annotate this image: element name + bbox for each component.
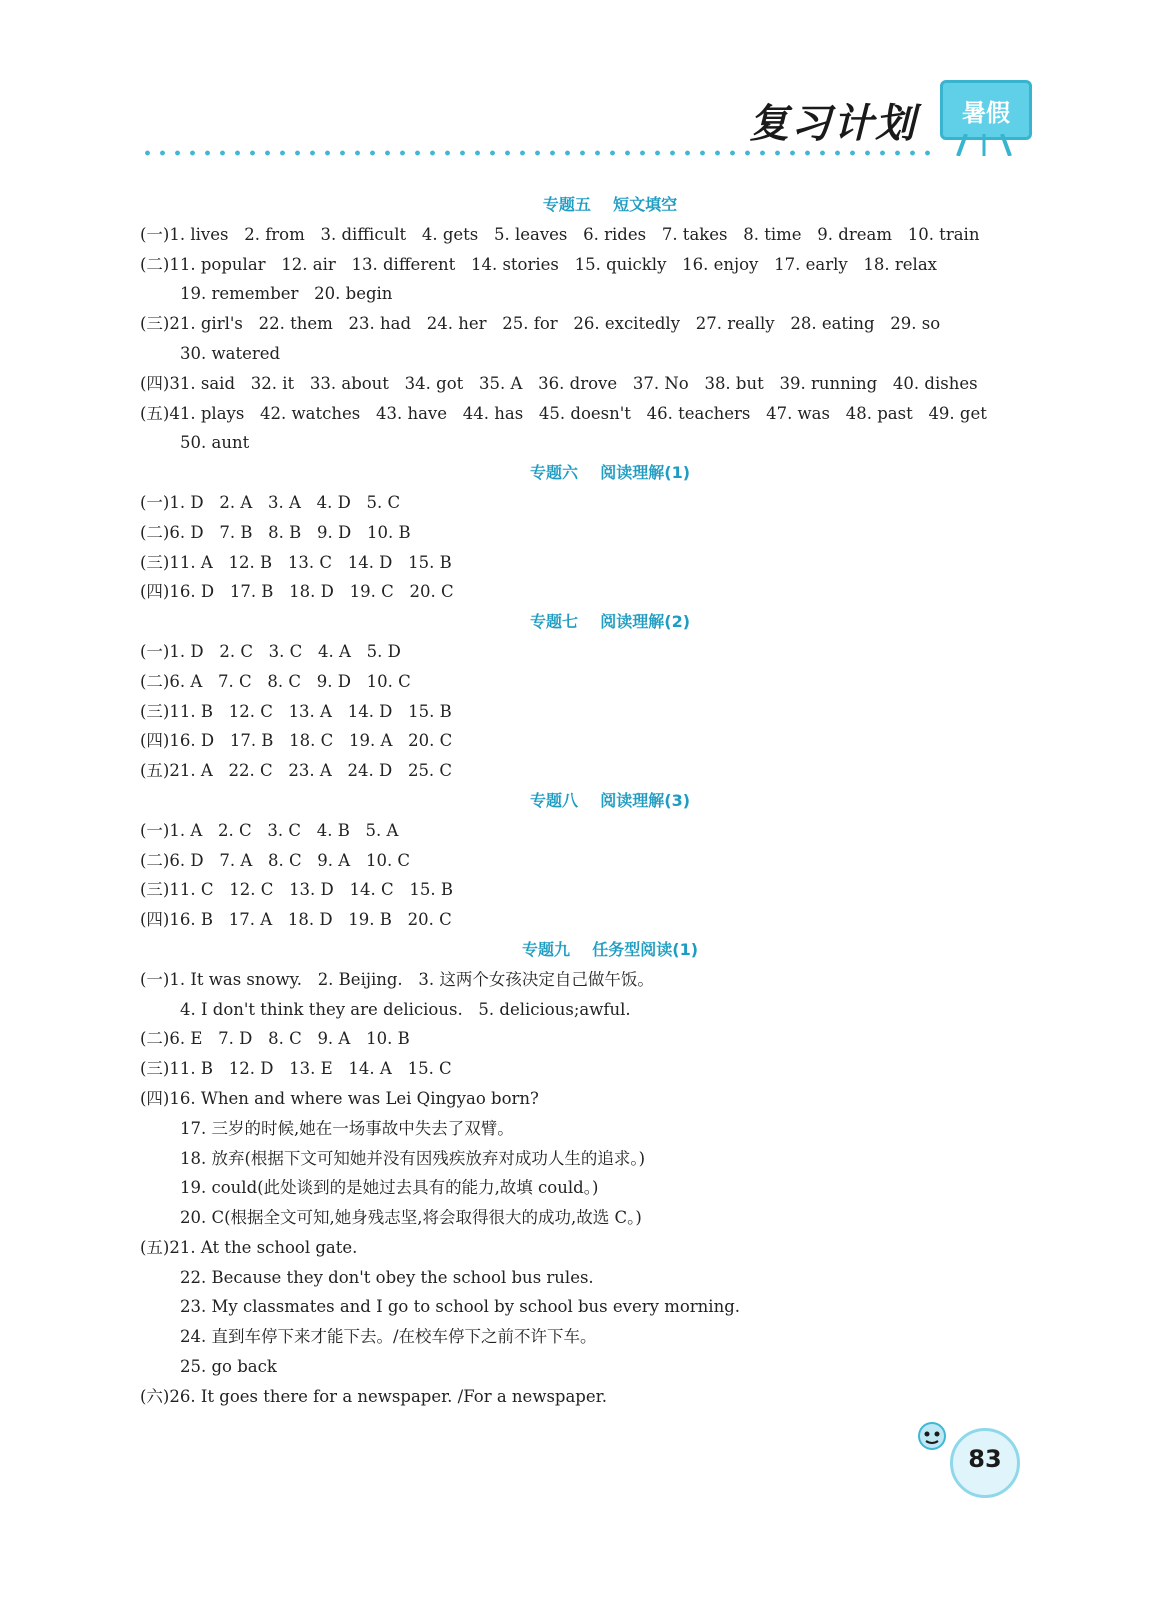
section-title: 专题八 阅读理解(3): [529, 790, 691, 810]
easel-legs-icon: [952, 134, 1016, 156]
answer-line: (一)1. It was snowy. 2. Beijing. 3. 这两个女孩决定自己做午饭。: [140, 969, 654, 989]
answer-line: 30. watered: [180, 343, 281, 363]
page-header: [0, 0, 1155, 170]
answer-line: 23. My classmates and I go to school by school bus every morning.: [180, 1297, 741, 1317]
page-number: 83: [968, 1445, 1002, 1473]
answer-key: [140, 190, 1020, 1412]
answer-line: 50. aunt: [180, 433, 250, 453]
answer-line: (二)6. D 7. A 8. C 9. A 10. C: [140, 850, 411, 870]
answer-line: (一)1. D 2. C 3. C 4. A 5. D: [140, 641, 401, 661]
answer-line: (三)11. B 12. D 13. E 14. A 15. C: [140, 1059, 452, 1079]
answer-line: (一)1. lives 2. from 3. difficult 4. gets 5. leaves 6. rides 7. takes 8. time 9. dream 10. train: [140, 224, 980, 244]
section-title: 专题七 阅读理解(2): [529, 612, 691, 632]
answer-line: (二)6. D 7. B 8. B 9. D 10. B: [140, 522, 411, 542]
answer-line: 24. 直到车停下来才能下去。/在校车停下之前不许下车。: [180, 1327, 597, 1347]
answer-line: (一)1. A 2. C 3. C 4. B 5. A: [140, 820, 399, 840]
answer-line: (三)11. B 12. C 13. A 14. D 15. B: [140, 701, 452, 721]
page-number-badge: [950, 1428, 1020, 1498]
answer-line: (四)16. D 17. B 18. C 19. A 20. C: [140, 731, 453, 751]
answer-line: 17. 三岁的时候,她在一场事故中失去了双臂。: [180, 1118, 514, 1138]
answer-line: (四)16. When and where was Lei Qingyao born?: [140, 1088, 539, 1108]
answer-line: (一)1. D 2. A 3. A 4. D 5. C: [140, 492, 401, 512]
answer-line: (三)11. C 12. C 13. D 14. C 15. B: [140, 880, 453, 900]
answer-line: (三)11. A 12. B 13. C 14. D 15. B: [140, 552, 452, 572]
answer-line: 22. Because they don't obey the school bus rules.: [180, 1267, 594, 1287]
answer-line: (五)41. plays 42. watches 43. have 44. has 45. doesn't 46. teachers 47. was 48. past 49. get: [140, 403, 987, 423]
answer-line: 25. go back: [180, 1357, 277, 1377]
dotted-divider: [140, 148, 930, 158]
answer-line: 4. I don't think they are delicious. 5. delicious;awful.: [180, 999, 631, 1019]
section-title: 专题五 短文填空: [542, 195, 678, 214]
answer-line: (四)16. B 17. A 18. D 19. B 20. C: [140, 910, 452, 930]
answer-line: (五)21. At the school gate.: [140, 1237, 358, 1257]
answer-line: (六)26. It goes there for a newspaper. /For a newspaper.: [140, 1386, 607, 1406]
mascot-icon: [912, 1414, 952, 1454]
answer-line: (四)31. said 32. it 33. about 34. got 35. A 36. drove 37. No 38. but 39. running 40. dishes: [140, 373, 978, 393]
answer-line: (三)21. girl's 22. them 23. had 24. her 25. for 26. excitedly 27. really 28. eating 29. so: [140, 314, 941, 334]
answer-line: (五)21. A 22. C 23. A 24. D 25. C: [140, 761, 453, 781]
answer-line: 19. remember 20. begin: [180, 284, 393, 304]
summer-badge: [940, 80, 1032, 140]
answer-line: (四)16. D 17. B 18. D 19. C 20. C: [140, 582, 454, 602]
section-title: 专题六 阅读理解(1): [529, 463, 691, 483]
answer-line: (二)6. E 7. D 8. C 9. A 10. B: [140, 1029, 410, 1049]
answer-line: (二)6. A 7. C 8. C 9. D 10. C: [140, 671, 411, 691]
summer-badge-label: 暑假: [962, 99, 1010, 127]
answer-line: (二)11. popular 12. air 13. different 14. stories 15. quickly 16. enjoy 17. early 18. relax: [140, 254, 937, 274]
answer-line: 19. could(此处谈到的是她过去具有的能力,故填 could。): [180, 1178, 599, 1198]
answer-line: 20. C(根据全文可知,她身残志坚,将会取得很大的成功,故选 C。): [180, 1208, 642, 1228]
header-title: 复习计划: [749, 101, 917, 147]
section-title: 专题九 任务型阅读(1): [521, 939, 699, 959]
answer-line: 18. 放弃(根据下文可知她并没有因残疾放弃对成功人生的追求。): [180, 1148, 646, 1168]
